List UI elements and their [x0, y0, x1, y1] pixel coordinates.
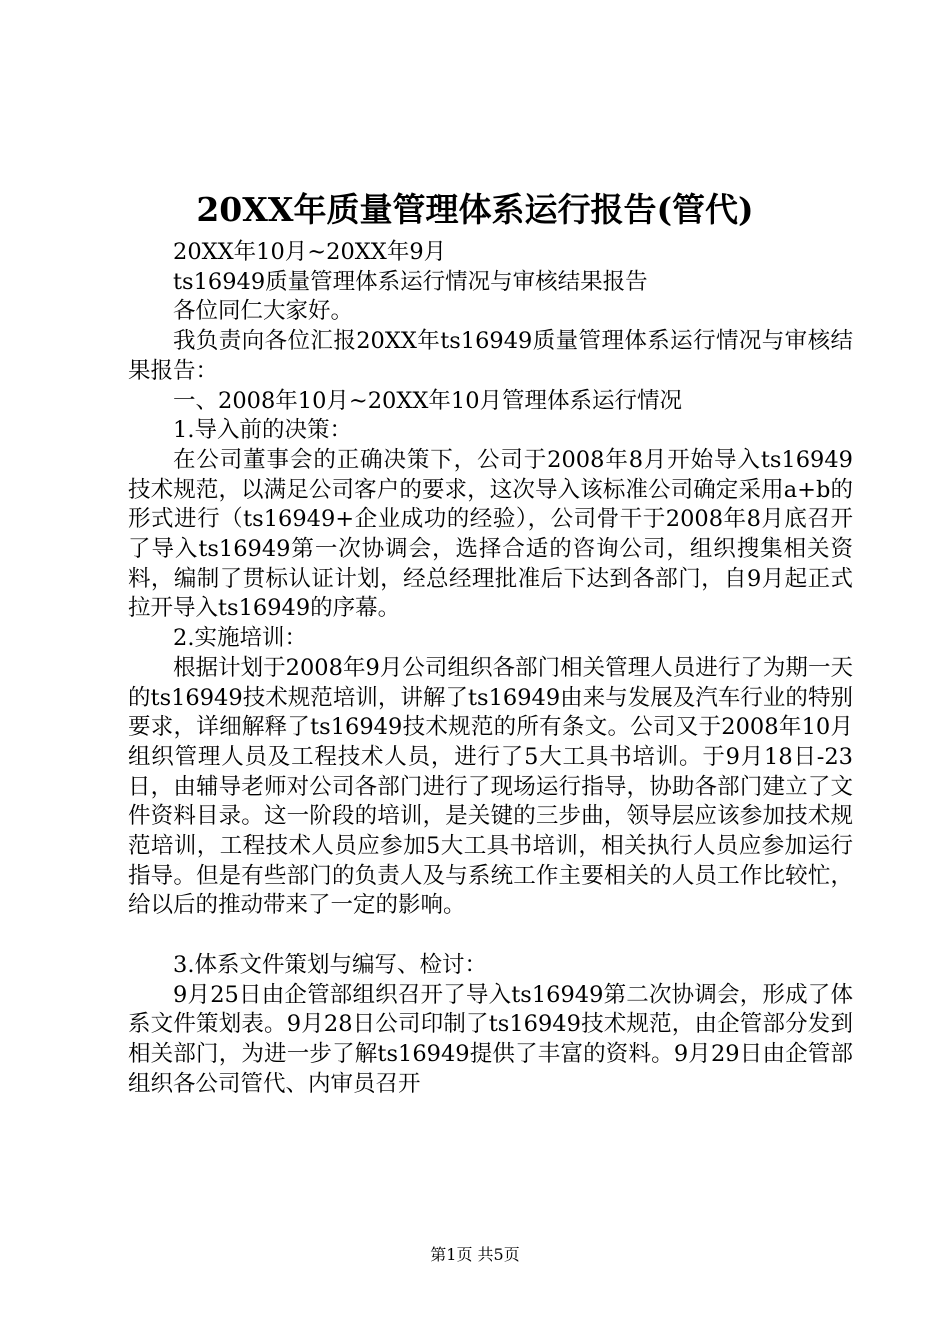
paragraph-intro: 我负责向各位汇报20XX年ts16949质量管理体系运行情况与审核结果报告： [128, 328, 853, 384]
subsection-heading-documents: 3.体系文件策划与编写、检讨： [173, 951, 487, 978]
paragraph-documents: 9月25日由企管部组织召开了导入ts16949第二次协调会，形成了体系文件策划表。9月28日公司印制了ts16949技术规范，由企管部分发到相关部门，为进一步了解ts16949提供了丰富的资料。9月29日由企管部组织各公司管代、内审员召开 [128, 981, 853, 1097]
subsection-heading-training: 2.实施培训： [173, 625, 307, 652]
section-heading-1: 一、2008年10月~20XX年10月管理体系运行情况 [173, 387, 683, 414]
document-body [128, 238, 853, 1099]
paragraph-decision: 在公司董事会的正确决策下，公司于2008年8月开始导入ts16949技术规范，以满足公司客户的要求，这次导入该标准公司确定采用a+b的形式进行（ts16949+企业成功的经验），公司骨干于2008年8月底召开了导入ts16949第一次协调会，选择合适的咨询公司，组织搜集相关资料，编制了贯标认证计划，经总经理批准后下达到各部门，自9月起正式拉开导入ts16949的序幕。 [128, 446, 853, 622]
paragraph-greeting: 各位同仁大家好。 [173, 298, 354, 325]
paragraph-spacer [128, 921, 853, 951]
paragraph-report-subtitle: ts16949质量管理体系运行情况与审核结果报告 [173, 268, 648, 295]
document-title: 20XX年质量管理体系运行报告(管代) [196, 190, 754, 229]
paragraph-training: 根据计划于2008年9月公司组织各部门相关管理人员进行了为期一天的ts16949技术规范培训，讲解了ts16949由来与发展及汽车行业的特别要求，详细解释了ts16949技术规范的所有条文。公司又于2008年10月组织管理人员及工程技术人员，进行了5大工具书培训。于9月18日-23日，由辅导老师对公司各部门进行了现场运行指导，协助各部门建立了文件资料目录。这一阶段的培训，是关键的三步曲，领导层应该参加技术规范培训，工程技术人员应参加5大工具书培训，相关执行人员应参加运行指导。但是有些部门的负责人及与系统工作主要相关的人员工作比较忙，给以后的推动带来了一定的影响。 [128, 654, 853, 919]
paragraph-date-range: 20XX年10月~20XX年9月 [173, 239, 447, 265]
page-number-footer: 第1页 共5页 [430, 1245, 520, 1264]
subsection-heading-decision: 1.导入前的决策： [173, 417, 352, 444]
